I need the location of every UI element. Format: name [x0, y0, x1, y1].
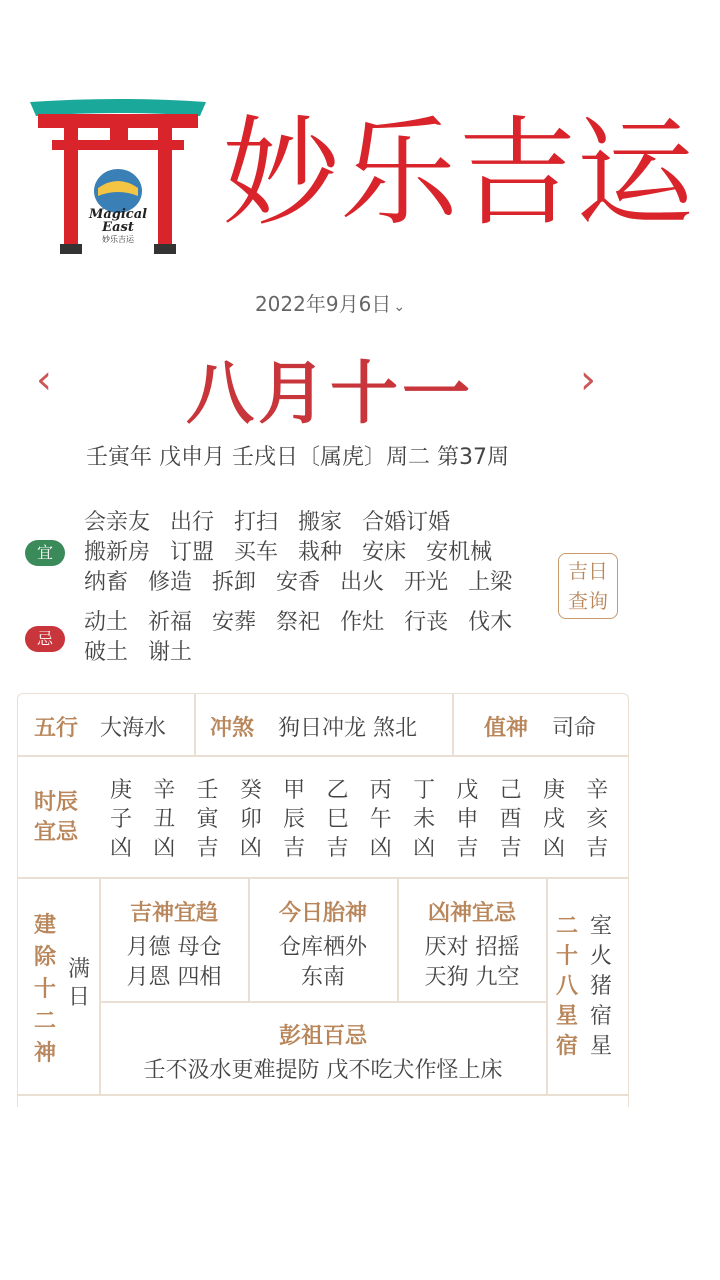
xiu-label-char: 十: [555, 944, 578, 969]
table-divider: [17, 755, 629, 757]
hour-column: [280, 776, 308, 863]
hour-zhi: 戌: [542, 807, 565, 832]
yi-badge: 宜: [25, 540, 65, 566]
ji-item: 伐木: [468, 610, 513, 635]
hour-luck: 凶: [239, 836, 262, 861]
wuxing-label: 五行: [34, 716, 79, 741]
table-divider: [100, 1001, 546, 1003]
xiongshen-line: 厌对 招摇: [424, 935, 520, 960]
prev-day-button[interactable]: ‹: [36, 357, 52, 403]
table-divider: [194, 693, 196, 755]
hour-gan: 辛: [153, 778, 176, 803]
xiu-label: [554, 912, 580, 1062]
yi-item: 纳畜: [84, 570, 129, 595]
yi-item: 订盟: [170, 540, 215, 565]
brand-char: 乐: [340, 104, 459, 242]
hour-zhi: 丑: [153, 807, 176, 832]
hour-gan: 丙: [369, 778, 392, 803]
taishen-line: 东南: [300, 965, 345, 990]
jianchu-label-char: 二: [33, 1009, 56, 1034]
ji-item: 谢土: [148, 640, 193, 665]
brand-char: 吉: [458, 104, 577, 242]
hour-zhi: 酉: [499, 807, 522, 832]
pengzu-label: 彭祖百忌: [278, 1024, 367, 1049]
hour-luck: 吉: [283, 836, 306, 861]
yi-item: 安香: [276, 570, 321, 595]
chongsha-value: 狗日冲龙 煞北: [278, 716, 417, 741]
hour-luck: 吉: [196, 836, 219, 861]
yi-item: 栽种: [298, 540, 343, 565]
hour-luck: 凶: [109, 836, 132, 861]
hour-column: [324, 776, 352, 863]
hour-gan: 甲: [283, 778, 306, 803]
hour-column: [497, 776, 525, 863]
xiongshen-line: 天狗 九空: [424, 965, 520, 990]
jishen-line: 月德 母仓: [126, 935, 222, 960]
hour-column: [410, 776, 438, 863]
hour-column: [367, 776, 395, 863]
query-button-line2: 查询: [568, 589, 608, 613]
hour-gan: 辛: [586, 778, 609, 803]
xiu-value-char: 猪: [589, 974, 612, 999]
hour-gan: 己: [499, 778, 522, 803]
hour-gan: 丁: [413, 778, 436, 803]
hour-luck: 凶: [542, 836, 565, 861]
date-label: 2022年9月6日: [254, 292, 392, 316]
yi-item: 拆卸: [212, 570, 257, 595]
hour-column: [583, 776, 611, 863]
jianchu-label-char: 神: [33, 1041, 56, 1066]
hour-zhi: 寅: [196, 807, 219, 832]
hour-gan: 庚: [542, 778, 565, 803]
hours-label-line: 宜忌: [34, 820, 79, 845]
hour-luck: 吉: [326, 836, 349, 861]
jianchu-label: [32, 910, 58, 1070]
date-selector[interactable]: [0, 288, 660, 317]
hour-zhi: 未: [413, 807, 436, 832]
hour-zhi: 子: [109, 807, 132, 832]
chevron-down-icon: ⌄: [393, 299, 406, 315]
jishen-label: 吉神宜趋: [129, 901, 218, 926]
yi-item: 出行: [170, 510, 215, 535]
next-day-button[interactable]: ›: [580, 357, 596, 403]
hour-zhi: 亥: [586, 807, 609, 832]
hour-column: [540, 776, 568, 863]
taishen-label: 今日胎神: [278, 901, 367, 926]
logo-text-3: 妙乐吉运: [102, 235, 134, 244]
ganzhi-line: 壬寅年 戊申月 壬戌日〔属虎〕周二 第37周: [86, 445, 509, 470]
jianchu-label-char: 除: [33, 945, 56, 970]
xiu-label-char: 星: [555, 1004, 578, 1029]
jianchu-value-char: 满: [67, 957, 90, 982]
hour-column: [150, 776, 178, 863]
ji-item: 作灶: [340, 610, 385, 635]
logo-text-1: Magical: [88, 207, 148, 222]
brand-char: 妙: [222, 104, 341, 242]
auspicious-day-query-button[interactable]: [558, 553, 618, 619]
hour-luck: 吉: [499, 836, 522, 861]
jishen-line: 月恩 四相: [126, 965, 222, 990]
hour-column: [194, 776, 222, 863]
wuxing-value: 大海水: [100, 716, 167, 741]
yi-item: 搬新房: [84, 540, 151, 565]
yi-item: 出火: [340, 570, 385, 595]
hour-column: [453, 776, 481, 863]
hour-column: [237, 776, 265, 863]
hour-zhi: 巳: [326, 807, 349, 832]
query-button-line1: 吉日: [568, 559, 608, 583]
jianchu-label-char: 建: [33, 913, 56, 938]
hour-zhi: 辰: [283, 807, 306, 832]
hour-gan: 壬: [196, 778, 219, 803]
logo-text-2: East: [102, 220, 134, 235]
hours-label: [34, 788, 78, 848]
xiu-label-char: 八: [555, 974, 578, 999]
table-divider: [452, 693, 454, 755]
hour-zhi: 午: [369, 807, 392, 832]
ji-item: 破土: [84, 640, 129, 665]
lunar-date: 八月十一: [185, 354, 474, 434]
yi-item: 打扫: [234, 510, 279, 535]
ji-badge: 忌: [25, 626, 65, 652]
yi-item: 搬家: [298, 510, 343, 535]
xiu-value-char: 宿: [589, 1004, 612, 1029]
xiu-value: [588, 912, 614, 1062]
hour-luck: 凶: [153, 836, 176, 861]
hour-luck: 吉: [456, 836, 479, 861]
xiu-value-char: 室: [589, 914, 612, 939]
zhishen-value: 司命: [552, 716, 597, 741]
xiu-label-char: 二: [555, 914, 578, 939]
xiu-value-char: 火: [589, 944, 612, 969]
ji-item: 行丧: [404, 610, 449, 635]
yi-item: 合婚订婚: [362, 510, 451, 535]
table-divider: [546, 877, 548, 1094]
hours-label-line: 时辰: [34, 790, 79, 815]
table-divider: [17, 877, 629, 879]
ji-item: 动土: [84, 610, 129, 635]
hour-zhi: 申: [456, 807, 479, 832]
hour-gan: 癸: [239, 778, 262, 803]
hour-luck: 凶: [413, 836, 436, 861]
xiu-value-char: 星: [589, 1034, 612, 1059]
yi-item: 买车: [234, 540, 279, 565]
hour-luck: 吉: [586, 836, 609, 861]
brand-char: 运: [576, 104, 695, 242]
yi-item: 安机械: [426, 540, 493, 565]
brand-title: [222, 98, 695, 248]
hour-gan: 乙: [326, 778, 349, 803]
jianchu-value: [66, 956, 92, 1012]
yi-item: 会亲友: [84, 510, 151, 535]
pengzu-value: 壬不汲水更难提防 戊不吃犬作怪上床: [143, 1058, 503, 1083]
hour-gan: 戊: [456, 778, 479, 803]
xiu-label-char: 宿: [555, 1034, 578, 1059]
yi-item: 安床: [362, 540, 407, 565]
jianchu-value-char: 日: [67, 985, 90, 1010]
table-divider: [17, 1094, 629, 1096]
jianchu-label-char: 十: [33, 977, 56, 1002]
ji-item: 祈福: [148, 610, 193, 635]
yi-item: 修造: [148, 570, 193, 595]
hour-column: [107, 776, 135, 863]
torii-logo: [28, 96, 208, 256]
ji-list: [84, 608, 534, 668]
hour-zhi: 卯: [239, 807, 262, 832]
hour-gan: 庚: [109, 778, 132, 803]
chongsha-label: 冲煞: [210, 716, 255, 741]
ji-item: 安葬: [212, 610, 257, 635]
yi-item: 开光: [404, 570, 449, 595]
zhishen-label: 值神: [484, 716, 529, 741]
xiongshen-label: 凶神宜忌: [427, 901, 516, 926]
hour-luck: 凶: [369, 836, 392, 861]
yi-list: [84, 508, 534, 598]
yi-item: 上梁: [468, 570, 513, 595]
taishen-line: 仓库栖外: [278, 935, 367, 960]
ji-item: 祭祀: [276, 610, 321, 635]
